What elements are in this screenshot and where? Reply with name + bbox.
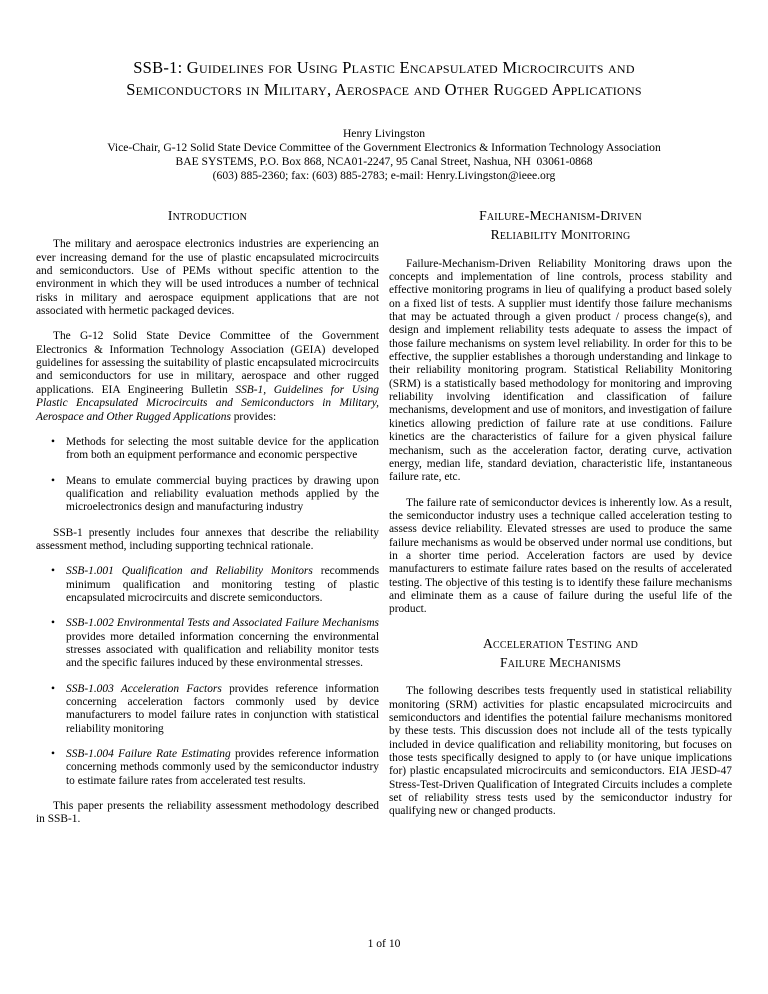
bullet-item-methods-text: Methods for selecting the most suitable device for the application from both an equipment performance and economic perspective [66, 435, 379, 462]
acceleration-paragraph-1: The following describes tests frequently used in statistical reliability monitoring (SRM) activities for plastic encapsulated microcircuits and semiconductors and identifies the potential failure mechanisms monitored by these tests. This discussion does not include all of the tests typically included in device qualification and reliability monitoring, but focuses on those tests specifically designed to apply to (or have unique implications for) plastic encapsulated microcircuits and semiconductors. EIA JESD-47 Stress-Test-Driven Qualification of Integrated Circuits includes a complete set of reliability stress tests used by the semiconductor industry for qualifying new or changed products. [389, 685, 732, 818]
annex-desc-ssb1-002: provides more detailed information concerning the environmental stresses associated with qualification and reliability monitor tests and the specific failures induced by these environmental stresses. [66, 630, 379, 670]
intro-paragraph-2-lead: The G-12 Solid State Device Committee of the Government Electronics & Information Technology Association (GEIA) developed guidelines for assessing the suitability of plastic encapsulated microcircuits and semiconductors for use in military, aerospace and other rugged applications. EIA Engineering Bulletin [36, 330, 379, 396]
annex-title-ssb1-002: SSB-1.002 Environmental Tests and Associated Failure Mechanisms [66, 617, 379, 630]
intro-paragraph-3: SSB-1 presently includes four annexes that describe the reliability assessment method, including supporting technical rationale. [36, 526, 379, 552]
paper-title-line-1: SSB-1: Guidelines for Using Plastic Encapsulated Microcircuits and [133, 58, 635, 77]
intro-paragraph-2 [36, 330, 379, 423]
paper-title [0, 0, 768, 101]
bullet-item-means [36, 475, 379, 515]
author-address: BAE SYSTEMS, P.O. Box 868, NCA01-2247, 95 Canal Street, Nashua, NH 03061-0868 [175, 154, 593, 168]
author-affiliation: Vice-Chair, G-12 Solid State Device Committee of the Government Electronics & Information Technology Association [107, 140, 661, 154]
author-contact: (603) 885-2360; fax: (603) 885-2783; e-mail: Henry.Livingston@ieee.org [212, 168, 556, 182]
section-heading-acceleration [389, 634, 732, 673]
section-heading-failure-mechanism [389, 206, 732, 245]
acceleration-heading-line-2: Failure Mechanisms [499, 654, 622, 670]
two-column-body [0, 206, 768, 839]
bullet-item-ssb1-002 [36, 617, 379, 670]
bullet-icon: • [51, 565, 55, 578]
annex-title-ssb1-001: SSB-1.001 Qualification and Reliability Monitors [66, 565, 313, 578]
acceleration-heading-line-1: Acceleration Testing and [482, 635, 639, 651]
bullet-item-means-text: Means to emulate commercial buying practices by drawing upon qualification and reliability evaluation methods applied by the microelectronics design and manufacturing industry [66, 474, 379, 514]
failure-paragraph-1: Failure-Mechanism-Driven Reliability Monitoring draws upon the concepts and implementation of line controls, process stability and effective monitoring programs in lieu of qualifying a product based solely on a fixed list of tests. A supplier must identify those failure mechanisms that may be actuated through a given product / process change(s), and design and implement reliability tests adequate to assess the impact of those failure mechanisms on system level reliability. In order for this to be effective, the supplier establishes a thorough understanding and linkage to their reliability monitoring program. Statistical Reliability Monitoring (SRM) is a statistically based methodology for monitoring and improving reliability involving identification and classification of failure mechanisms, development and use of monitors, and investigation of failure kinetics allowing prediction of failure rate at use conditions. Failure kinetics are the characteristics of failure for a given physical failure mechanism, such as the acceleration factor, derating curve, activation energy, median life, standard deviation, characteristic life, instantaneous failure rate, etc. [389, 257, 732, 484]
intro-paragraph-4: This paper presents the reliability assessment methodology described in SSB-1. [36, 800, 379, 826]
paper-title-line-2: Semiconductors in Military, Aerospace and Other Rugged Applications [126, 79, 642, 99]
failure-paragraph-2: The failure rate of semiconductor devices is inherently low. As a result, the semiconductor industry uses a technique called acceleration testing to assess device reliability. Elevated stresses are used to produce the same failure mechanisms as would be observed under normal use conditions, but in a shorter time period. Acceleration factors are used by device manufacturers to estimate failure rates based on the results of accelerated testing. The objective of this testing is to identify these failure mechanisms and eliminate them as a cause of failure during the useful life of the product. [389, 496, 732, 616]
failure-heading-line-2: Reliability Monitoring [490, 227, 631, 243]
bullet-icon: • [51, 617, 55, 630]
bullet-item-ssb1-001 [36, 565, 379, 605]
ssb1-bulletin-title-italic: SSB-1, Guidelines for Using Plastic Encapsulated Microcircuits and Semiconductors in Military, Aerospace and Other Rugged Applications [36, 383, 379, 423]
annex-title-ssb1-004: SSB-1.004 Failure Rate Estimating [66, 748, 231, 761]
bullet-item-ssb1-004 [36, 748, 379, 788]
section-heading-introduction: Introduction [167, 208, 248, 224]
bullet-icon: • [51, 474, 55, 487]
annex-desc-ssb1-003: provides reference information concerning acceleration factors commonly used by device manufacturers to model failure rates in conjunction with statistical reliability monitoring [66, 682, 380, 735]
annex-title-ssb1-003: SSB-1.003 Acceleration Factors [66, 682, 222, 695]
bullet-item-methods [36, 436, 379, 463]
bullet-icon: • [51, 435, 55, 448]
annex-desc-ssb1-001: recommends minimum qualification and monitoring testing of plastic encapsulated microcircuits and discrete semiconductors. [66, 565, 380, 604]
bullet-item-ssb1-003 [36, 683, 379, 736]
bullet-icon: • [51, 682, 55, 695]
bullet-icon: • [51, 748, 55, 761]
right-column [389, 206, 732, 839]
intro-paragraph-1: The military and aerospace electronics industries are experiencing an ever increasing demand for the use of plastic encapsulated microcircuits and semiconductors. Use of PEMs without specific attention to the environment in which they will be used introduces a number of technical risks in military and aerospace equipment applications that are not associated with hermetic packaged devices. [36, 238, 379, 318]
page-number: 1 of 10 [367, 937, 401, 950]
author-block [0, 127, 768, 184]
intro-paragraph-2-tail: provides: [230, 410, 277, 423]
failure-heading-line-1: Failure-Mechanism-Driven [479, 208, 642, 224]
author-name: Henry Livingston [342, 126, 426, 140]
annex-desc-ssb1-004: provides reference information concerning methods commonly used by the semiconductor industry to estimate failure rates from accelerated test results. [66, 748, 380, 787]
left-column [36, 206, 379, 839]
